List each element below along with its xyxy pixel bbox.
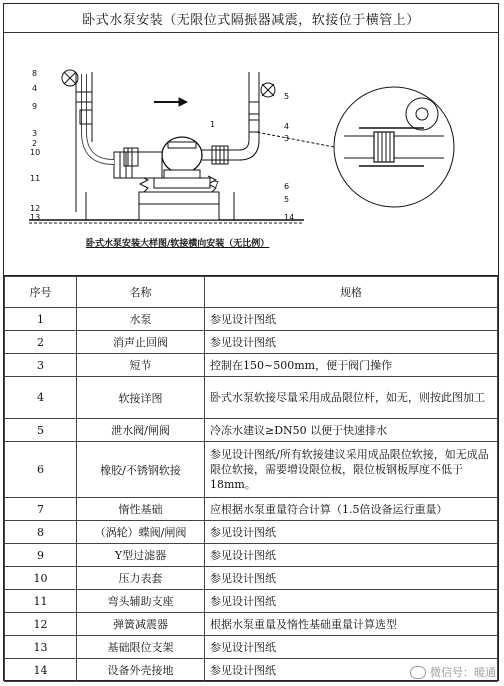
row-no: 3 bbox=[5, 354, 77, 377]
row-spec: 控制在150~500mm，便于阀门操作 bbox=[205, 354, 498, 377]
row-no: 12 bbox=[5, 613, 77, 636]
watermark-text: 微信号：暖通 bbox=[430, 666, 496, 679]
header-no: 序号 bbox=[5, 277, 77, 308]
table-row bbox=[5, 590, 498, 613]
drawing-caption: 卧式水泵安装大样图/软接横向安装（无比例） bbox=[86, 239, 270, 249]
callout-label: 5 bbox=[284, 92, 290, 101]
installation-drawing bbox=[4, 32, 498, 276]
row-name: 橡胶/不锈钢软接 bbox=[77, 442, 205, 498]
callout-label: 1 bbox=[210, 120, 216, 129]
table-row bbox=[5, 498, 498, 521]
row-spec: 根据水泵重量及惰性基础重量计算选型 bbox=[205, 613, 498, 636]
row-no: 13 bbox=[5, 636, 77, 659]
callout-label: 2 bbox=[32, 139, 38, 148]
table-row bbox=[5, 544, 498, 567]
table-row bbox=[5, 521, 498, 544]
row-no: 9 bbox=[5, 544, 77, 567]
callout-label: 10 bbox=[30, 148, 41, 157]
table-row bbox=[5, 442, 498, 498]
row-spec: 参见设计图纸/所有软接建议采用成品限位软接，如无成品限位软接，需要增设限位板，限位板钢板厚度不低于18mm。 bbox=[205, 442, 498, 498]
callout-label: 3 bbox=[32, 129, 38, 138]
row-no: 7 bbox=[5, 498, 77, 521]
table-row bbox=[5, 331, 498, 354]
callout-label: 6 bbox=[284, 182, 290, 191]
table-row bbox=[5, 419, 498, 442]
row-spec: 参见设计图纸 bbox=[205, 590, 498, 613]
header-spec: 规格 bbox=[205, 277, 498, 308]
row-name: 泄水阀/闸阀 bbox=[77, 419, 205, 442]
sheet bbox=[3, 3, 499, 681]
table-row bbox=[5, 377, 498, 419]
row-no: 2 bbox=[5, 331, 77, 354]
table-row bbox=[5, 354, 498, 377]
row-spec: 参见设计图纸 bbox=[205, 331, 498, 354]
header-name: 名称 bbox=[77, 277, 205, 308]
row-spec: 参见设计图纸 bbox=[205, 567, 498, 590]
row-spec: 应根据水泵重量符合计算（1.5倍设备运行重量） bbox=[205, 498, 498, 521]
callout-label: 4 bbox=[284, 122, 290, 131]
callout-label: 3 bbox=[284, 134, 290, 143]
row-name: 基础限位支架 bbox=[77, 636, 205, 659]
row-no: 8 bbox=[5, 521, 77, 544]
row-no: 6 bbox=[5, 442, 77, 498]
row-name: 惰性基础 bbox=[77, 498, 205, 521]
row-name: 压力表套 bbox=[77, 567, 205, 590]
row-spec: 参见设计图纸 bbox=[205, 544, 498, 567]
table-row bbox=[5, 567, 498, 590]
callout-label: 11 bbox=[30, 174, 41, 183]
callout-label: 9 bbox=[32, 102, 38, 111]
callout-label: 13 bbox=[30, 213, 41, 222]
callout-label: 12 bbox=[30, 204, 41, 213]
row-name: 消声止回阀 bbox=[77, 331, 205, 354]
callout-label: 8 bbox=[32, 69, 38, 78]
row-name: 水泵 bbox=[77, 308, 205, 331]
row-name: （涡轮）蝶阀/闸阀 bbox=[77, 521, 205, 544]
callout-label: 14 bbox=[284, 213, 295, 222]
wechat-icon bbox=[410, 666, 426, 679]
row-spec: 冷冻水建议≥DN50 以便于快速排水 bbox=[205, 419, 498, 442]
row-name: 软接详图 bbox=[77, 377, 205, 419]
row-spec: 参见设计图纸 bbox=[205, 521, 498, 544]
row-no: 5 bbox=[5, 419, 77, 442]
row-spec: 参见设计图纸 bbox=[205, 308, 498, 331]
row-name: 设备外壳接地 bbox=[77, 659, 205, 682]
row-name: 弹簧减震器 bbox=[77, 613, 205, 636]
callout-label: 7 bbox=[214, 180, 220, 189]
row-name: 弯头辅助支座 bbox=[77, 590, 205, 613]
table-header-row bbox=[5, 277, 498, 308]
row-name: 短节 bbox=[77, 354, 205, 377]
callout-label: 5 bbox=[284, 195, 290, 204]
component-table bbox=[4, 276, 498, 682]
row-spec: 参见设计图纸 bbox=[205, 659, 498, 682]
table-row bbox=[5, 636, 498, 659]
page-title: 卧式水泵安装（无限位式隔振器减震，软接位于横管上） bbox=[4, 4, 498, 33]
row-spec: 卧式水泵软接尽量采用成品限位杆，如无，则按此图加工 bbox=[205, 377, 498, 419]
watermark bbox=[410, 664, 496, 680]
table-row bbox=[5, 613, 498, 636]
row-no: 1 bbox=[5, 308, 77, 331]
row-name: Y型过滤器 bbox=[77, 544, 205, 567]
row-no: 14 bbox=[5, 659, 77, 682]
table-row bbox=[5, 308, 498, 331]
row-no: 11 bbox=[5, 590, 77, 613]
row-spec: 参见设计图纸 bbox=[205, 636, 498, 659]
row-no: 4 bbox=[5, 377, 77, 419]
row-no: 10 bbox=[5, 567, 77, 590]
callout-label: 4 bbox=[32, 84, 38, 93]
